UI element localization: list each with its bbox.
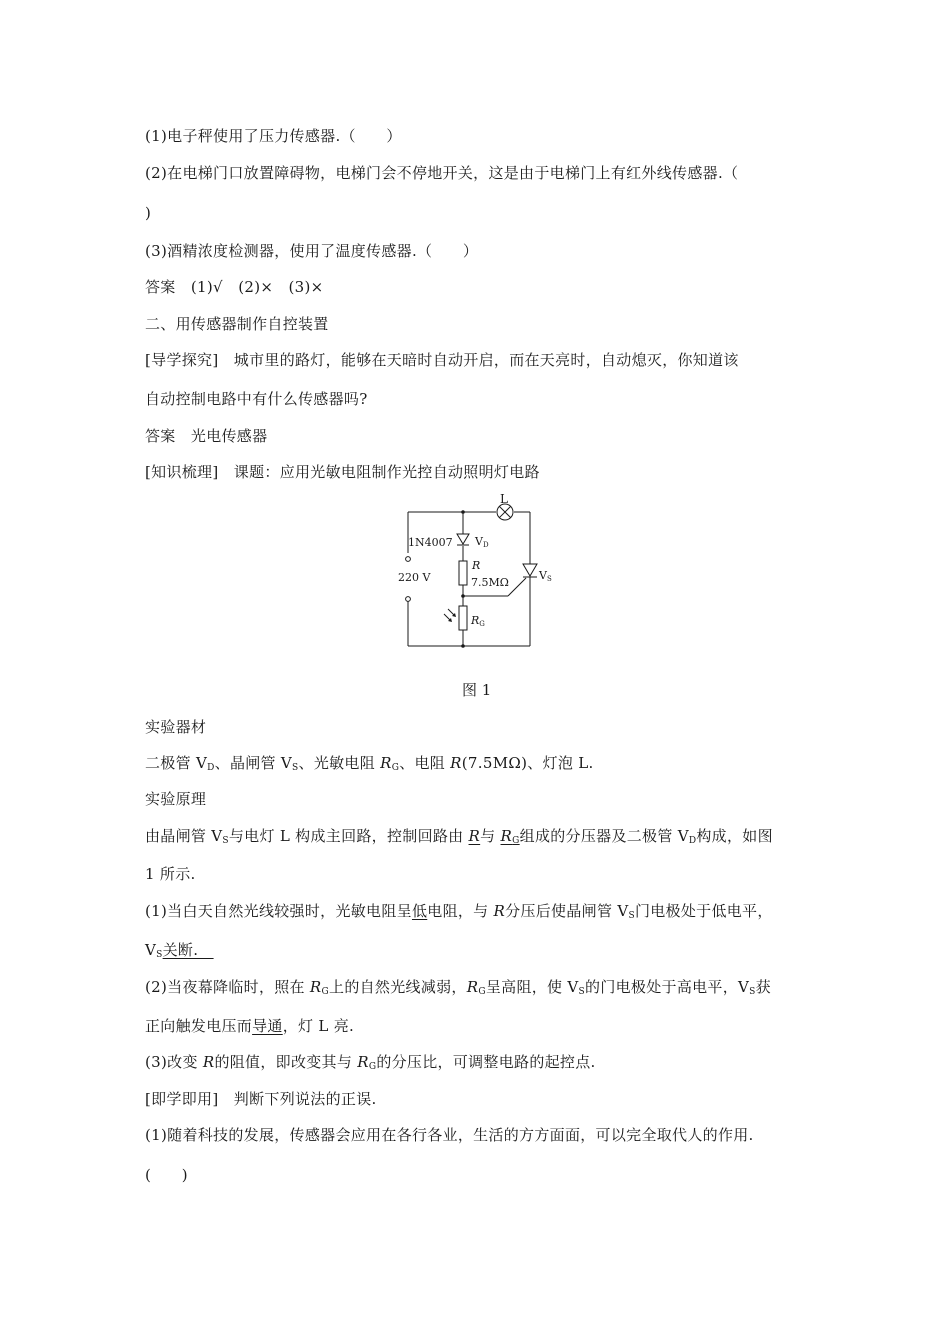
principle-point-2: (2)当夜幕降临时，照在 $R_G$上的自然光线减弱，$R_G$呈高阻，使 $V_S$的门电极处于高电平，$V_S$获 [145,978,771,997]
lamp-label: L [500,492,508,506]
thyristor-label: VS [539,569,552,583]
apply-question-1: (1)随着科技的发展，传感器会应用在各行各业，生活的方方面面，可以完全取代人的作用. [145,1126,754,1144]
section-heading: 二、用传感器制作自控装置 [145,315,329,333]
principle-point-1: (1)当白天自然光线较强时，光敏电阻呈低电阻，与 R分压后使晶闸管 $V_S$门电极处于低电平， [145,902,773,921]
resistor-label: R [472,559,481,572]
apply-heading: [即学即用] 判断下列说法的正误. [145,1090,377,1108]
principle-title: 实验原理 [145,790,207,808]
apply-question-1-cont: ( ) [145,1166,188,1184]
figure-caption: 图 1 [462,681,492,699]
principle-point-3: (3)改变 R的阻值，即改变其与 $R_G$的分压比，可调整电路的起控点. [145,1053,596,1072]
source-voltage-label: 220 V [398,571,431,584]
equipment-list: 二极管 $V_D$、晶闸管 $V_S$、光敏电阻 $R_G$、电阻 R(7.5MΩ)、灯泡 L. [145,754,594,773]
guide-inquiry: [导学探究] 城市里的路灯，能够在天暗时自动开启，而在天亮时，自动熄灭，你知道该 [145,351,739,369]
question-3: (3)酒精浓度检测器，使用了温度传感器.（ ） [145,242,479,260]
principle-text-cont: 1 所示. [145,865,196,883]
knowledge-summary: [知识梳理] 课题：应用光敏电阻制作光控自动照明灯电路 [145,463,540,481]
diode-model-label: 1N4007 [408,536,453,549]
principle-text: 由晶闸管 $V_S$与电灯 L 构成主回路，控制回路由 R与 $R_G$组成的分压器及二极管 $V_D$构成，如图 [145,827,773,846]
principle-point-1-cont: $V_S$关断. [145,941,214,960]
answer-1: 答案 (1)√ (2)× (3)× [145,278,324,296]
question-1: (1)电子秤使用了压力传感器.（ ） [145,127,402,145]
answer-2: 答案 光电传感器 [145,427,268,445]
circuit-diagram [380,488,560,658]
guide-inquiry-cont: 自动控制电路中有什么传感器吗? [145,390,368,408]
resistor-value-label: 7.5MΩ [471,576,509,589]
diode-label: VD [475,535,489,549]
principle-point-2-cont: 正向触发电压而导通，灯 L 亮. [145,1017,355,1035]
ldr-label: RG [471,614,485,628]
question-2: (2)在电梯门口放置障碍物，电梯门会不停地开关，这是由于电梯门上有红外线传感器.（ [145,164,739,182]
question-2-cont: ) [145,204,152,222]
equipment-title: 实验器材 [145,718,207,736]
